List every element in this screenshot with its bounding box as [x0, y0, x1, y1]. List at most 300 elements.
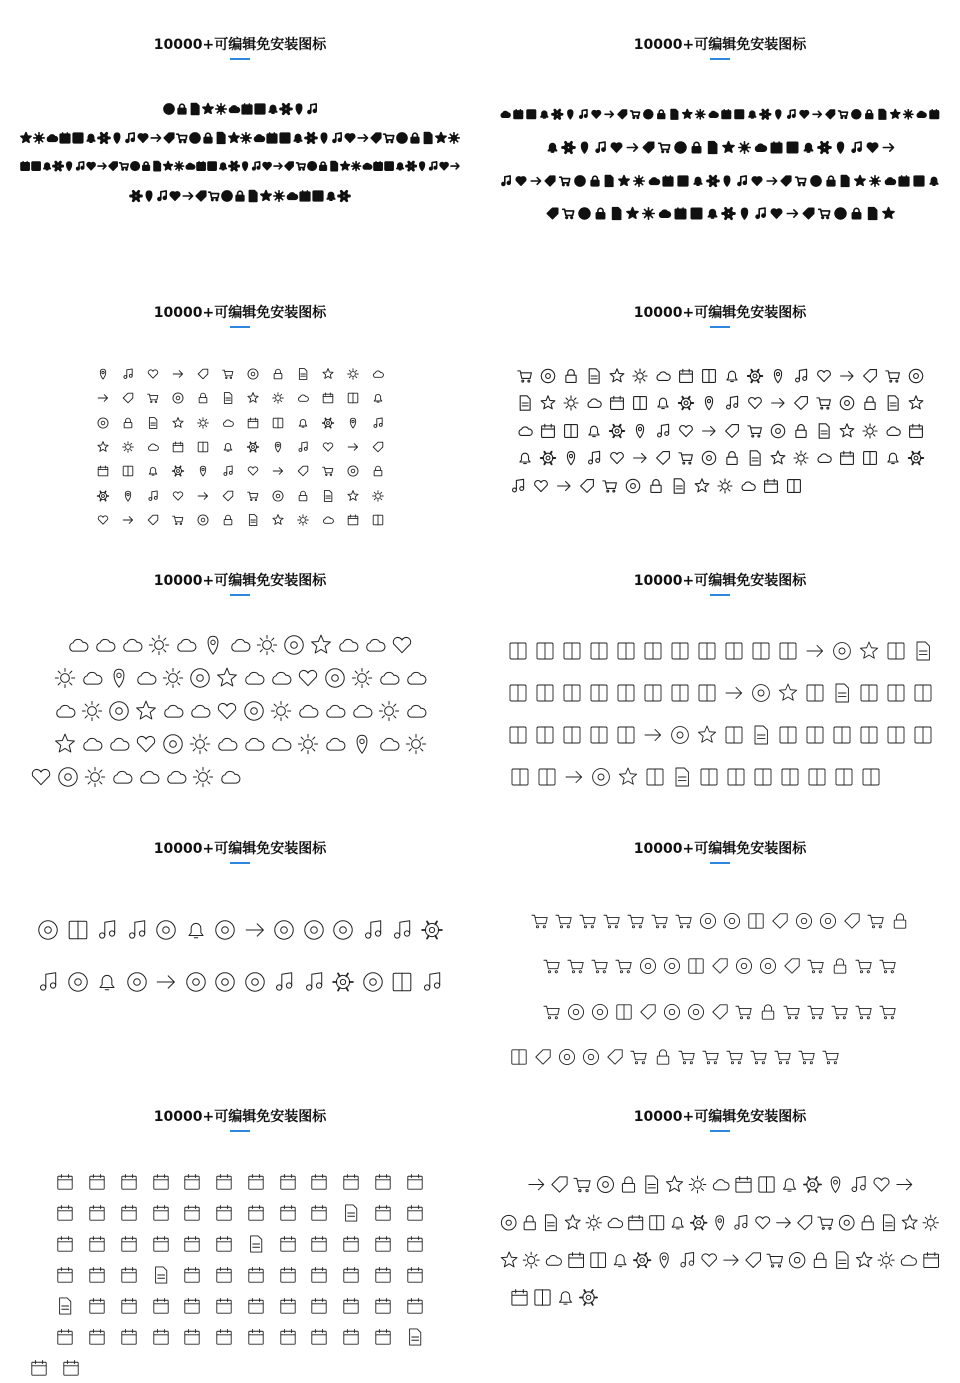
icon-row — [0, 123, 480, 152]
arrow-icon — [722, 1251, 740, 1269]
calendar-icon — [908, 423, 924, 439]
circle-icon — [699, 912, 717, 930]
heart-icon — [609, 450, 625, 466]
pin-icon — [318, 132, 330, 144]
cloud-icon — [885, 423, 901, 439]
calendar-icon — [373, 161, 383, 171]
tag-icon — [642, 141, 655, 154]
gear-icon — [130, 190, 142, 202]
circle-icon — [283, 634, 305, 656]
bell-icon — [885, 450, 901, 466]
calendar-icon — [342, 1297, 360, 1315]
calendar-icon — [152, 1204, 170, 1222]
arrow-icon — [786, 207, 799, 220]
pin-icon — [565, 109, 576, 120]
circle-icon — [558, 1048, 576, 1066]
bell-icon — [655, 395, 671, 411]
cart-icon — [855, 1003, 873, 1021]
icon-row — [0, 661, 480, 694]
doc-icon — [816, 423, 832, 439]
star-icon — [908, 395, 924, 411]
icon-row — [0, 152, 480, 181]
cart-icon — [573, 1175, 592, 1194]
gear-icon — [552, 109, 563, 120]
arrow-icon — [530, 175, 542, 187]
sun-icon — [270, 700, 292, 722]
star-icon — [163, 161, 173, 171]
pin-icon — [111, 132, 123, 144]
cloud-icon — [606, 1214, 623, 1231]
calendar-icon — [56, 1328, 74, 1346]
heart-icon — [172, 490, 184, 502]
heart-icon — [147, 368, 159, 380]
square-icon — [510, 767, 530, 787]
calendar-icon — [374, 1297, 392, 1315]
calendar-icon — [266, 132, 278, 144]
doc-icon — [751, 725, 771, 745]
calendar-icon — [342, 1266, 360, 1284]
calendar-icon — [374, 1266, 392, 1284]
square-icon — [122, 465, 134, 477]
icon-row — [480, 1166, 960, 1204]
circle-icon — [324, 667, 346, 689]
music-icon — [678, 1251, 696, 1269]
sun-icon — [448, 132, 460, 144]
heart-icon — [247, 465, 259, 477]
cloud-icon — [253, 132, 265, 144]
doc-icon — [877, 109, 888, 120]
cart-icon — [774, 1048, 792, 1066]
calendar-icon — [374, 1235, 392, 1253]
cart-icon — [807, 957, 825, 975]
circle-icon — [591, 767, 611, 787]
cart-icon — [119, 161, 129, 171]
cart-icon — [147, 392, 159, 404]
panel-title: 10000+可编辑免安装图标 — [153, 1109, 327, 1125]
circle-icon — [591, 1003, 609, 1021]
tag-icon — [544, 175, 556, 187]
gear-icon — [633, 1251, 651, 1269]
title-underline — [710, 594, 730, 596]
square-icon — [197, 441, 209, 453]
lock-icon — [690, 141, 703, 154]
star-icon — [172, 417, 184, 429]
circle-icon — [67, 971, 89, 993]
arrow-icon — [626, 141, 639, 154]
calendar-icon — [374, 1328, 392, 1346]
sun-icon — [563, 395, 579, 411]
lock-icon — [656, 109, 667, 120]
lock-icon — [122, 417, 134, 429]
panel-title: 10000+可编辑免安装图标 — [633, 841, 807, 857]
cloud-icon — [324, 733, 346, 755]
square-icon — [384, 161, 394, 171]
cloud-icon — [586, 395, 602, 411]
arrow-icon — [766, 175, 778, 187]
icon-panel-4 — [480, 268, 960, 536]
calendar-icon — [279, 1266, 297, 1284]
star-icon — [202, 103, 214, 115]
sun-icon — [405, 733, 427, 755]
square-icon — [724, 725, 744, 745]
tag-icon — [783, 957, 801, 975]
tag-icon — [284, 161, 294, 171]
square-icon — [207, 161, 217, 171]
icon-row — [480, 944, 960, 990]
calendar-icon — [215, 1328, 233, 1346]
icon-row — [480, 131, 960, 164]
square-icon — [807, 767, 827, 787]
calendar-icon — [172, 441, 184, 453]
circle-icon — [57, 766, 79, 788]
cloud-icon — [229, 634, 251, 656]
square-icon — [254, 103, 266, 115]
square-icon — [805, 725, 825, 745]
square-icon — [687, 957, 705, 975]
heart-icon — [747, 395, 763, 411]
icon-grid — [0, 904, 480, 1008]
calendar-icon — [279, 1204, 297, 1222]
star-icon — [322, 368, 334, 380]
gear-icon — [421, 919, 443, 941]
bell-icon — [325, 190, 337, 202]
icon-panel-7 — [0, 804, 480, 1072]
panel-title: 10000+可编辑免安装图标 — [633, 37, 807, 53]
square-icon — [832, 725, 852, 745]
icon-row — [0, 181, 480, 210]
circle-icon — [307, 161, 317, 171]
icon-grid — [0, 362, 480, 532]
calendar-icon — [215, 1266, 233, 1284]
circle-icon — [687, 1003, 705, 1021]
doc-icon — [706, 141, 719, 154]
square-icon — [535, 725, 555, 745]
icon-row — [0, 435, 480, 459]
square-icon — [724, 641, 744, 661]
cart-icon — [172, 514, 184, 526]
bell-icon — [747, 109, 758, 120]
sun-icon — [903, 109, 914, 120]
doc-icon — [839, 175, 851, 187]
lock-icon — [409, 132, 421, 144]
sun-icon — [297, 733, 319, 755]
tag-icon — [802, 207, 815, 220]
heart-icon — [700, 1251, 718, 1269]
lock-icon — [563, 368, 579, 384]
icon-row — [480, 1241, 960, 1279]
square-icon — [535, 641, 555, 661]
tag-icon — [655, 450, 671, 466]
circle-icon — [221, 190, 233, 202]
calendar-icon — [279, 1235, 297, 1253]
cloud-icon — [362, 161, 372, 171]
lock-icon — [372, 465, 384, 477]
sun-icon — [642, 207, 655, 220]
lock-icon — [759, 1003, 777, 1021]
pin-icon — [632, 423, 648, 439]
icon-row — [480, 445, 960, 473]
cart-icon — [296, 161, 306, 171]
gear-icon — [562, 141, 575, 154]
doc-icon — [329, 161, 339, 171]
pin-icon — [721, 175, 733, 187]
arrow-icon — [150, 132, 162, 144]
cart-icon — [879, 957, 897, 975]
cloud-icon — [816, 450, 832, 466]
square-icon — [67, 919, 89, 941]
tag-icon — [108, 161, 118, 171]
square-icon — [677, 175, 689, 187]
gear-icon — [53, 161, 63, 171]
square-icon — [834, 767, 854, 787]
cart-icon — [750, 1048, 768, 1066]
cart-icon — [555, 912, 573, 930]
doc-icon — [322, 490, 334, 502]
bell-icon — [85, 132, 97, 144]
square-icon — [690, 207, 703, 220]
tag-icon — [796, 1214, 813, 1231]
calendar-icon — [299, 190, 311, 202]
lock-icon — [202, 132, 214, 144]
calendar-icon — [120, 1204, 138, 1222]
calendar-icon — [342, 1173, 360, 1191]
square-icon — [913, 725, 933, 745]
tag-icon — [370, 132, 382, 144]
cloud-icon — [81, 667, 103, 689]
circle-icon — [244, 971, 266, 993]
calendar-icon — [609, 395, 625, 411]
gear-icon — [322, 417, 334, 429]
square-icon — [701, 368, 717, 384]
star-icon — [216, 667, 238, 689]
cloud-icon — [165, 766, 187, 788]
sun-icon — [869, 175, 881, 187]
cart-icon — [322, 465, 334, 477]
gear-icon — [678, 395, 694, 411]
square-icon — [510, 1048, 528, 1066]
calendar-icon — [310, 1173, 328, 1191]
calendar-icon — [510, 1288, 529, 1307]
cloud-icon — [219, 766, 241, 788]
gear-icon — [579, 1288, 598, 1307]
tag-icon — [780, 175, 792, 187]
doc-icon — [885, 395, 901, 411]
cloud-icon — [228, 103, 240, 115]
cloud-icon — [297, 700, 319, 722]
icon-row — [480, 714, 960, 756]
bell-icon — [539, 109, 550, 120]
cloud-icon — [138, 766, 160, 788]
circle-icon — [197, 514, 209, 526]
calendar-icon — [120, 1235, 138, 1253]
square-icon — [616, 725, 636, 745]
calendar-icon — [310, 1204, 328, 1222]
icon-grid — [480, 362, 960, 500]
cloud-icon — [364, 634, 386, 656]
circle-icon — [819, 912, 837, 930]
star-icon — [682, 109, 693, 120]
music-icon — [428, 161, 438, 171]
circle-icon — [247, 368, 259, 380]
doc-icon — [747, 450, 763, 466]
lock-icon — [318, 161, 328, 171]
tag-icon — [163, 132, 175, 144]
calendar-icon — [88, 1297, 106, 1315]
arrow-icon — [632, 450, 648, 466]
sun-icon — [272, 392, 284, 404]
cart-icon — [816, 395, 832, 411]
cloud-icon — [884, 175, 896, 187]
star-icon — [54, 733, 76, 755]
calendar-icon — [56, 1173, 74, 1191]
icon-row — [480, 1204, 960, 1242]
circle-icon — [759, 957, 777, 975]
bell-icon — [706, 207, 719, 220]
calendar-icon — [152, 1297, 170, 1315]
heart-icon — [770, 207, 783, 220]
square-icon — [312, 190, 324, 202]
doc-icon — [297, 368, 309, 380]
tag-icon — [195, 190, 207, 202]
gear-icon — [338, 190, 350, 202]
cart-icon — [818, 207, 831, 220]
square-icon — [643, 683, 663, 703]
icon-grid — [0, 94, 480, 210]
calendar-icon — [347, 514, 359, 526]
heart-icon — [322, 441, 334, 453]
cloud-icon — [243, 667, 265, 689]
circle-icon — [130, 161, 140, 171]
doc-icon — [832, 683, 852, 703]
arrow-icon — [97, 161, 107, 171]
sun-icon — [688, 1175, 707, 1194]
sun-icon — [215, 103, 227, 115]
cloud-icon — [740, 478, 756, 494]
music-icon — [732, 1214, 749, 1231]
star-icon — [20, 132, 32, 144]
cart-icon — [627, 912, 645, 930]
cart-icon — [678, 450, 694, 466]
doc-icon — [422, 132, 434, 144]
doc-icon — [152, 1266, 170, 1284]
gear-icon — [747, 368, 763, 384]
star-icon — [540, 395, 556, 411]
sun-icon — [174, 161, 184, 171]
doc-icon — [880, 1214, 897, 1231]
star-icon — [618, 767, 638, 787]
tag-icon — [843, 912, 861, 930]
pin-icon — [202, 634, 224, 656]
arrow-icon — [357, 132, 369, 144]
pin-icon — [738, 207, 751, 220]
calendar-icon — [196, 161, 206, 171]
circle-icon — [189, 132, 201, 144]
arrow-icon — [805, 641, 825, 661]
star-icon — [882, 207, 895, 220]
calendar-icon — [662, 175, 674, 187]
arrow-icon — [197, 490, 209, 502]
square-icon — [372, 514, 384, 526]
square-icon — [526, 109, 537, 120]
doc-icon — [56, 1297, 74, 1315]
gear-icon — [707, 175, 719, 187]
calendar-icon — [120, 1297, 138, 1315]
cloud-icon — [544, 1251, 562, 1269]
cloud-icon — [658, 207, 671, 220]
pin-icon — [773, 109, 784, 120]
heart-icon — [515, 175, 527, 187]
bell-icon — [372, 392, 384, 404]
tag-icon — [862, 368, 878, 384]
doc-icon — [189, 103, 201, 115]
cart-icon — [838, 109, 849, 120]
lock-icon — [825, 175, 837, 187]
tag-icon — [744, 1251, 762, 1269]
heart-icon — [751, 175, 763, 187]
cart-icon — [630, 1048, 648, 1066]
music-icon — [122, 368, 134, 380]
cart-icon — [678, 1048, 696, 1066]
calendar-icon — [88, 1173, 106, 1191]
calendar-icon — [88, 1266, 106, 1284]
calendar-icon — [152, 1328, 170, 1346]
calendar-icon — [62, 1359, 80, 1377]
star-icon — [890, 109, 901, 120]
sun-icon — [877, 1251, 895, 1269]
icon-grid — [480, 630, 960, 798]
cart-icon — [783, 1003, 801, 1021]
doc-icon — [671, 478, 687, 494]
calendar-icon — [763, 478, 779, 494]
square-icon — [805, 683, 825, 703]
tag-icon — [825, 109, 836, 120]
icon-panel-2 — [480, 0, 960, 268]
music-icon — [124, 132, 136, 144]
cloud-icon — [135, 667, 157, 689]
doc-icon — [147, 417, 159, 429]
cloud-icon — [405, 700, 427, 722]
circle-icon — [243, 700, 265, 722]
square-icon — [632, 395, 648, 411]
circle-icon — [834, 207, 847, 220]
calendar-icon — [734, 1175, 753, 1194]
square-icon — [616, 683, 636, 703]
lock-icon — [654, 1048, 672, 1066]
square-icon — [537, 767, 557, 787]
music-icon — [251, 161, 261, 171]
icon-grid — [480, 98, 960, 230]
pin-icon — [240, 161, 250, 171]
sun-icon — [862, 423, 878, 439]
lock-icon — [793, 423, 809, 439]
icon-row — [480, 164, 960, 197]
lock-icon — [811, 1251, 829, 1269]
music-icon — [96, 919, 118, 941]
tag-icon — [579, 478, 595, 494]
panel-title: 10000+可编辑免安装图标 — [633, 305, 807, 321]
cart-icon — [531, 912, 549, 930]
calendar-icon — [310, 1297, 328, 1315]
circle-icon — [639, 957, 657, 975]
sun-icon — [189, 733, 211, 755]
doc-icon — [672, 767, 692, 787]
icon-grid — [0, 1166, 480, 1383]
calendar-icon — [922, 1251, 940, 1269]
star-icon — [247, 392, 259, 404]
bell-icon — [928, 175, 940, 187]
bell-icon — [222, 441, 234, 453]
arrow-icon — [895, 1175, 914, 1194]
